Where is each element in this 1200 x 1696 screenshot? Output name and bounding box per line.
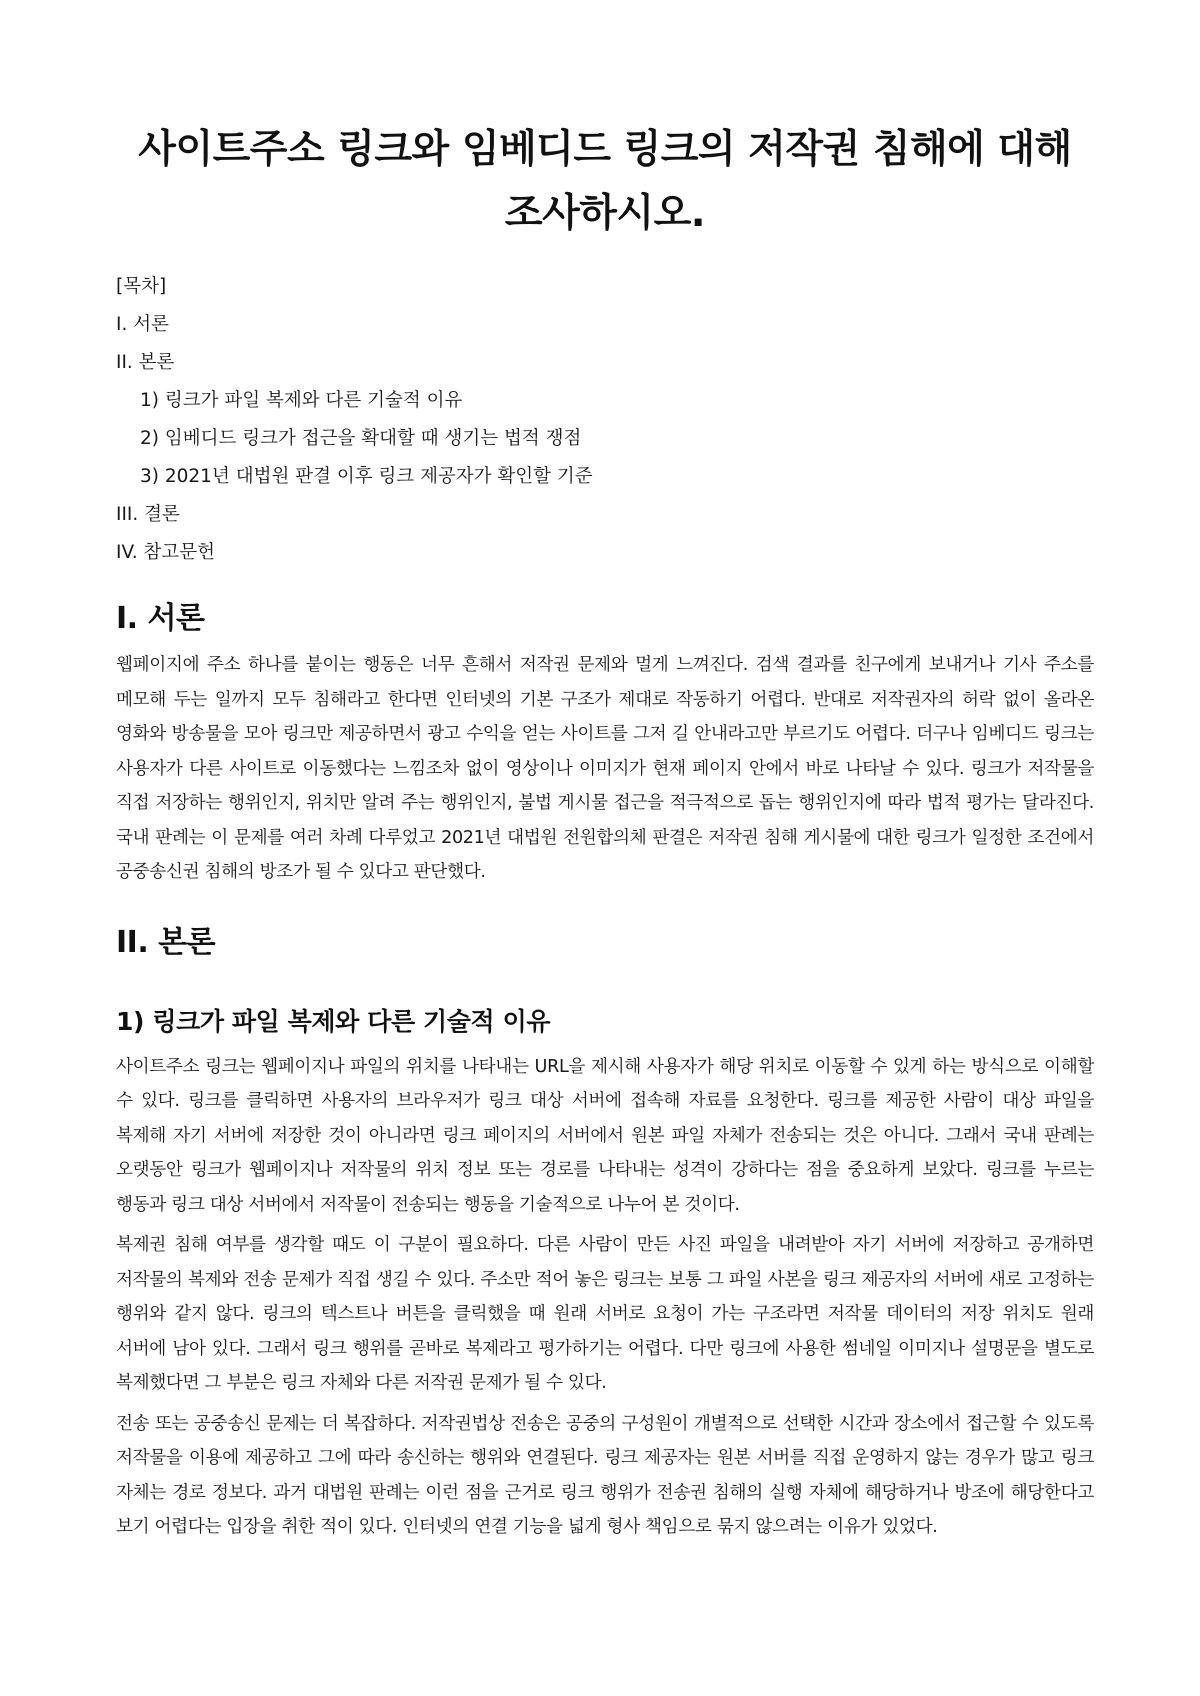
section-heading-body: II. 본론 [116,924,216,960]
intro-paragraph: 웹페이지에 주소 하나를 붙이는 행동은 너무 흔해서 저작권 문제와 멀게 느껴진다. 검색 결과를 친구에게 보내거나 기사 주소를 메모해 두는 일까지 모두 침해라고 한다면 인터넷의 기본 구조가 제대로 작동하기 어렵다. 반대로 저작권자의 허락 없이 올라온 영화와 방송물을 모아 링크만 제공하면서 광고 수익을 얻는 사이트를 그저 길 안내라고만 부르기도 어렵다. 더구나 임베디드 링크는 사용자가 다른 사이트로 이동했다는 느낌조차 없이 영상이나 이미지가 현재 페이지 안에서 바로 나타날 수 있다. 링크가 저작물을 직접 저장하는 행위인지, 위치만 알려 주는 행위인지, 불법 게시물 접근을 적극적으로 돕는 행위인지에 따라 법적 평가는 달라진다. 국내 판례는 이 문제를 여러 차례 다루었고 2021년 대법원 전원합의체 판결은 저작권 침해 게시물에 대한 링크가 일정한 조건에서 공중송신권 침해의 방조가 될 수 있다고 판단했다. [116,655,1094,882]
document-title: 사이트주소 링크와 임베디드 링크의 저작권 침해에 대해 조사하시오. [138,127,1072,236]
toc-item-body-1: 1) 링크가 파일 복제와 다른 기술적 이유 [140,390,463,411]
body-paragraph-1: 사이트주소 링크는 웹페이지나 파일의 위치를 나타내는 URL을 제시해 사용자가 해당 위치로 이동할 수 있게 하는 방식으로 이해할 수 있다. 링크를 클릭하면 사용자의 브라우저가 링크 대상 서버에 접속해 자료를 요청한다. 링크를 제공한 사람이 대상 파일을 복제해 자기 서버에 저장한 것이 아니라면 링크 페이지의 서버에서 원본 파일 자체가 전송되는 것은 아니다. 그래서 국내 판례는 오랫동안 링크가 웹페이지나 저작물의 위치 정보 또는 경로를 나타내는 성격이 강하다는 점을 중요하게 보았다. 링크를 누르는 행동과 링크 대상 서버에서 저작물이 전송되는 행동을 기술적으로 나누어 본 것이다. [116,1056,1094,1215]
toc-item-intro: I. 서론 [116,314,169,335]
toc-item-conclusion: III. 결론 [116,504,180,525]
subsection-heading-1: 1) 링크가 파일 복제와 다른 기술적 이유 [116,1006,551,1036]
table-of-contents [116,268,1094,572]
toc-item-body-3: 3) 2021년 대법원 판결 이후 링크 제공자가 확인할 기준 [140,466,593,487]
body-paragraph-3: 전송 또는 공중송신 문제는 더 복잡하다. 저작권법상 전송은 공중의 구성원이 개별적으로 선택한 시간과 장소에서 접근할 수 있도록 저작물을 이용에 제공하고 그에 따라 송신하는 행위와 연결된다. 링크 제공자는 원본 서버를 직접 운영하지 않는 경우가 많고 링크 자체는 경로 정보다. 과거 대법원 판례는 이런 점을 근거로 링크 행위가 전송권 침해의 실행 자체에 해당하거나 방조에 해당한다고 보기 어렵다는 입장을 취한 적이 있다. 인터넷의 연결 기능을 넓게 형사 책임으로 묶지 않으려는 이유가 있었다. [116,1413,1094,1537]
section-heading-intro: I. 서론 [116,601,205,636]
toc-item-body-2: 2) 임베디드 링크가 접근을 확대할 때 생기는 법적 쟁점 [140,428,582,449]
toc-item-body: II. 본론 [116,352,175,373]
toc-label: [목차] [116,276,167,297]
body-paragraph-2: 복제권 침해 여부를 생각할 때도 이 구분이 필요하다. 다른 사람이 만든 사진 파일을 내려받아 자기 서버에 저장하고 공개하면 저작물의 복제와 전송 문제가 직접 생길 수 있다. 주소만 적어 놓은 링크는 보통 그 파일 사본을 링크 제공자의 서버에 새로 고정하는 행위와 같지 않다. 링크의 텍스트나 버튼을 클릭했을 때 원래 서버로 요청이 가는 구조라면 저작물 데이터의 저장 위치도 원래 서버에 남아 있다. 그래서 링크 행위를 곧바로 복제라고 평가하기는 어렵다. 다만 링크에 사용한 썸네일 이미지나 설명문을 별도로 복제했다면 그 부분은 링크 자체와 다른 저작권 문제가 될 수 있다. [116,1235,1094,1393]
toc-item-references: IV. 참고문헌 [116,542,215,563]
